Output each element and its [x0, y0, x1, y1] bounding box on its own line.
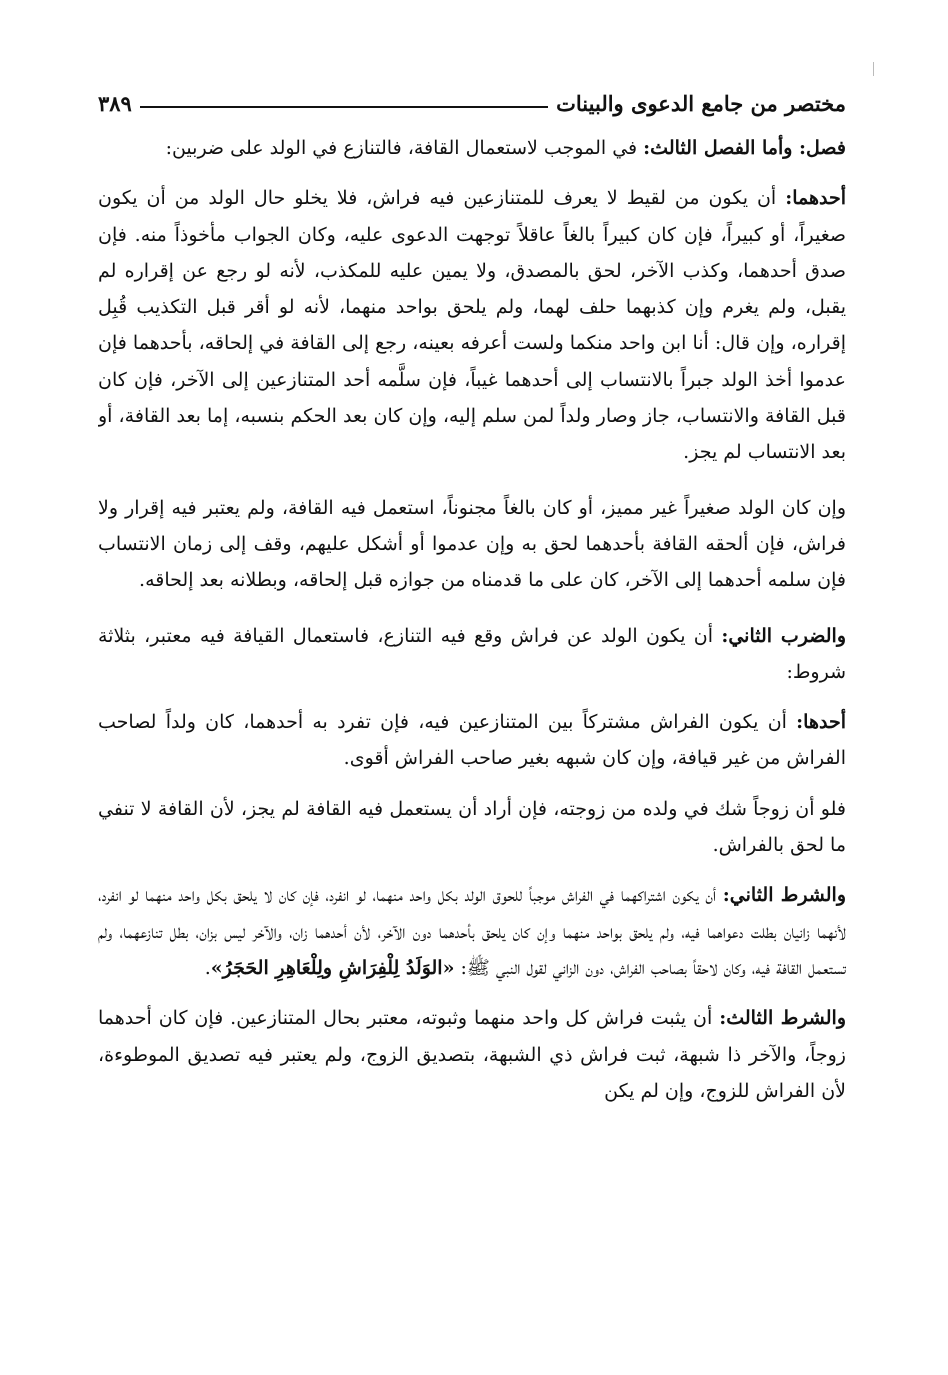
page-number: ٣٨٩ — [98, 91, 132, 116]
paragraph-first-kind — [98, 180, 846, 470]
paragraph-lead: والضرب الثاني: — [721, 624, 846, 647]
paragraph-condition-two — [98, 877, 846, 986]
paragraph-husband-doubt — [98, 791, 846, 864]
header-title: مختصر من جامع الدعوى والبينات — [556, 91, 846, 116]
paragraph-lead: والشرط الثالث: — [719, 1007, 846, 1030]
paragraph-text: أن يكون الفراش مشتركاً بين المتنازعين فيه، فإن تفرد به أحدهما، كان ولداً لصاحب الفراش من غير قيافة، وإن كان شبهه بغير صاحب الفراش أقوى. — [98, 711, 846, 770]
header-rule — [140, 106, 548, 108]
paragraph-lead: أحدها: — [796, 711, 846, 734]
paragraph-condition-three — [98, 1000, 846, 1109]
paragraph-text: أن يكون الولد عن فراش وقع فيه التنازع، فاستعمال القيافة فيه معتبر، بثلاثة شروط: — [98, 624, 846, 683]
paragraph-lead: أحدهما: — [785, 187, 846, 210]
paragraph-tail: . — [204, 956, 211, 979]
margin-mark — [873, 62, 874, 76]
paragraph-text: في الموجب لاستعمال القافة، فالتنازع في الولد على ضربين: — [165, 137, 644, 159]
paragraph-text: أن يكون من لقيط لا يعرف للمتنازعين فيه فراش، فلا يخلو حال الولد من أن يكون صغيراً، أو كبيراً، فإن كان كبيراً بالغاً عاقلاً توجهت الدعوى عليه، وكان الجواب مأخوذاً منه. فإن صدق أحدهما، وكذب الآخر، لحق بالمصدق، ولا يمين عليه للمكذب، لأنه لو رجع عن إقراره لم يقبل، ولم يغرم وإن كذبهما حلف لهما، ولم يلحق بواحد منهما، لأنه لو أقر قبل التكذيب قُبِل إقراره، وإن قال: أنا ابن واحد منكما ولست أعرفه بعينه، رجع إلى القافة في إلحاقه، بأحدهما فإن عدموا أخذ الولد جبراً بالانتساب إلى أحدهما غيباً، فإن سلَّمه أحد المتنازعين إلى الآخر، فإن كان قبل القافة والانتساب، جاز وصار ولداً لمن سلم إليه، وإن كان بعد الحكم بنسبه، إما بعد القافة، أو بعد الانتساب لم يجز. — [98, 187, 846, 464]
paragraph-text: وإن كان الولد صغيراً غير مميز، أو كان بالغاً مجنوناً، استعمل فيه القافة، ولم يعتبر فيه إقرار ولا فراش، فإن ألحقه القافة بأحدهما لحق به وإن عدموا أو أشكل عليهم، وقف إلى زمان الانتساب فإن سلمه أحدهما إلى الآخر، كان على ما قدمناه من جوازه قبل إلحاقه، وبطلانه بعد إلحاقه. — [98, 496, 846, 592]
running-header — [98, 82, 846, 116]
paragraph-section-heading — [98, 130, 846, 166]
paragraph-young-child — [98, 490, 846, 599]
hadith-quote: «الوَلَدُ لِلْفِرَاشِ ولِلْعَاهِرِ الحَجَرُ» — [210, 956, 455, 979]
paragraph-condition-one — [98, 704, 846, 777]
paragraph-lead: فصل: وأما الفصل الثالث: — [643, 137, 846, 159]
paragraph-text: فلو أن زوجاً شك في ولده من زوجته، فإن أراد أن يستعمل فيه القافة لم يجز، لأن القافة لا تنفي ما لحق بالفراش. — [98, 797, 846, 857]
paragraph-lead: والشرط الثاني: — [722, 884, 846, 907]
paragraph-text: أن يثبت فراش كل واحد منهما وثبوته، معتبر بحال المتنازعين. فإن كان أحدهما زوجاً، والآخر ذا شبهة، ثبت فراش ذي الشبهة، بتصديق الزوج، ولم يعتبر فيه تصديق الموطوءة، لأن الفراش للزوج، وإن لم يكن — [98, 1007, 846, 1102]
paragraph-second-kind — [98, 618, 846, 691]
paragraph-text: أن يكون اشتراكهما في الفراش موجباً للحوق الولد بكل واحد منهما، لو انفرد، فإن كان لا يلحق بكل واحد منهما لو انفرد، لأنهما زانيان بطلت دعواهما فيه، ولم يلحق بواحد منهما وإن كان يلحق بأحدهما دون الآخر، لأن أحدهما زان، والآخر ليس بزان، بطل تنازعهما، ولم تستعمل القافة فيه، وكان لاحقاً بصاحب الفراش، دون الزاني لقول النبي ﷺ: — [98, 884, 846, 979]
book-page — [98, 82, 846, 1322]
